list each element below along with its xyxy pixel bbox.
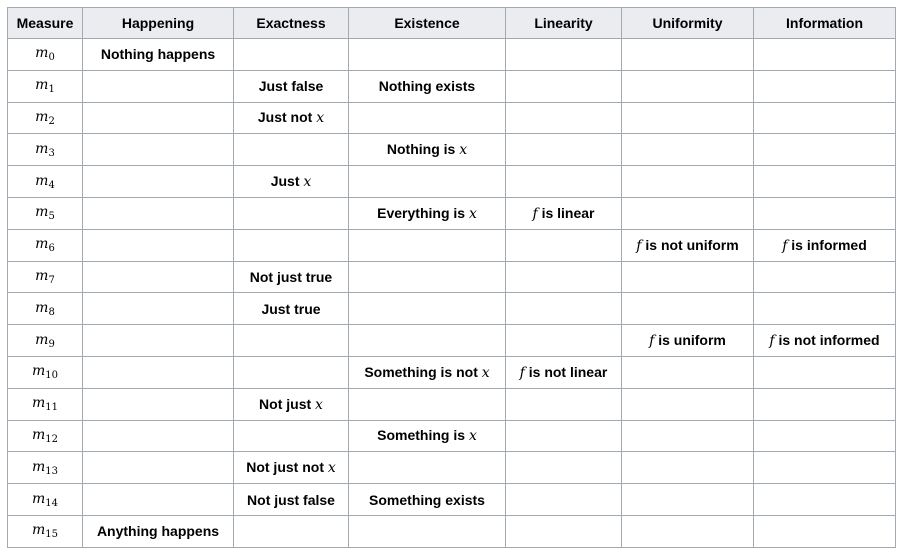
cell-information	[754, 515, 896, 547]
measure-symbol: m	[35, 108, 49, 125]
cell-happening	[83, 197, 234, 229]
measure-subscript: 14	[45, 497, 58, 509]
cell-existence: Something is not x	[349, 356, 506, 388]
table-row	[8, 515, 896, 547]
cell-linearity	[506, 388, 622, 420]
cell-linearity	[506, 166, 622, 198]
measures-table	[7, 7, 896, 548]
table-body	[8, 39, 896, 548]
measure-symbol: m	[31, 363, 46, 380]
cell-linearity: f is linear	[506, 197, 622, 229]
cell-happening	[83, 134, 234, 166]
cell-linearity	[506, 452, 622, 484]
cell-uniformity	[622, 356, 754, 388]
measure-symbol: m	[35, 267, 49, 284]
cell-exactness: Just false	[234, 70, 349, 102]
cell-existence	[349, 515, 506, 547]
cell-happening	[83, 70, 234, 102]
measure-cell	[8, 70, 83, 102]
measure-symbol: m	[35, 172, 49, 189]
measure-subscript: 9	[48, 338, 55, 350]
column-header-uniformity: Uniformity	[622, 8, 754, 39]
cell-existence: Something exists	[349, 484, 506, 516]
table-row	[8, 452, 896, 484]
cell-exactness: Not just not x	[234, 452, 349, 484]
cell-uniformity	[622, 293, 754, 325]
cell-linearity: f is not linear	[506, 356, 622, 388]
table-row	[8, 166, 896, 198]
cell-happening: Nothing happens	[83, 39, 234, 71]
measure-cell	[8, 261, 83, 293]
cell-existence	[349, 293, 506, 325]
measure-subscript: 4	[48, 179, 55, 191]
cell-linearity	[506, 102, 622, 134]
column-header-happening: Happening	[83, 8, 234, 39]
cell-uniformity	[622, 452, 754, 484]
measure-subscript: 12	[45, 433, 58, 445]
cell-linearity	[506, 229, 622, 261]
measure-symbol: m	[35, 236, 49, 253]
cell-existence	[349, 229, 506, 261]
cell-existence	[349, 325, 506, 357]
cell-exactness	[234, 229, 349, 261]
cell-happening	[83, 229, 234, 261]
measure-symbol: m	[35, 299, 49, 316]
cell-happening: Anything happens	[83, 515, 234, 547]
column-header-exactness: Exactness	[234, 8, 349, 39]
cell-existence	[349, 166, 506, 198]
cell-exactness	[234, 197, 349, 229]
cell-information	[754, 39, 896, 71]
table-row	[8, 102, 896, 134]
table-row	[8, 261, 896, 293]
table-row	[8, 484, 896, 516]
measure-cell	[8, 452, 83, 484]
cell-exactness	[234, 420, 349, 452]
cell-information	[754, 197, 896, 229]
table-row	[8, 293, 896, 325]
cell-happening	[83, 420, 234, 452]
cell-information	[754, 388, 896, 420]
measure-cell	[8, 325, 83, 357]
table-row	[8, 356, 896, 388]
cell-happening	[83, 452, 234, 484]
cell-exactness	[234, 39, 349, 71]
cell-linearity	[506, 261, 622, 293]
cell-uniformity	[622, 261, 754, 293]
measure-symbol: m	[31, 395, 46, 412]
cell-linearity	[506, 293, 622, 325]
column-header-measure: Measure	[8, 8, 83, 39]
cell-happening	[83, 166, 234, 198]
cell-uniformity	[622, 102, 754, 134]
measure-cell	[8, 356, 83, 388]
cell-existence: Nothing is x	[349, 134, 506, 166]
measure-symbol: m	[31, 522, 46, 539]
cell-linearity	[506, 39, 622, 71]
cell-linearity	[506, 420, 622, 452]
measure-symbol: m	[31, 426, 46, 443]
measure-subscript: 2	[48, 115, 55, 127]
cell-linearity	[506, 484, 622, 516]
measure-subscript: 5	[48, 211, 55, 223]
column-header-information: Information	[754, 8, 896, 39]
measure-symbol: m	[35, 77, 49, 94]
cell-existence: Something is x	[349, 420, 506, 452]
cell-uniformity	[622, 197, 754, 229]
cell-exactness: Not just false	[234, 484, 349, 516]
cell-existence: Nothing exists	[349, 70, 506, 102]
table-row	[8, 70, 896, 102]
cell-exactness	[234, 356, 349, 388]
measure-cell	[8, 388, 83, 420]
measure-subscript: 11	[45, 402, 58, 414]
measure-cell	[8, 420, 83, 452]
measure-symbol: m	[31, 490, 46, 507]
cell-information	[754, 166, 896, 198]
cell-information	[754, 261, 896, 293]
cell-existence	[349, 39, 506, 71]
measure-subscript: 10	[45, 370, 58, 382]
measure-cell	[8, 293, 83, 325]
measure-subscript: 15	[45, 529, 58, 541]
table-header	[8, 8, 896, 39]
cell-uniformity	[622, 484, 754, 516]
measure-subscript: 13	[45, 465, 58, 477]
cell-exactness: Just true	[234, 293, 349, 325]
cell-uniformity	[622, 388, 754, 420]
cell-information	[754, 293, 896, 325]
measure-subscript: 8	[48, 306, 55, 318]
cell-exactness	[234, 134, 349, 166]
cell-uniformity	[622, 166, 754, 198]
measure-subscript: 6	[48, 243, 55, 255]
cell-information	[754, 70, 896, 102]
measure-subscript: 3	[48, 147, 55, 159]
measure-symbol: m	[35, 45, 49, 62]
cell-information: f is informed	[754, 229, 896, 261]
measure-cell	[8, 197, 83, 229]
cell-information: f is not informed	[754, 325, 896, 357]
cell-happening	[83, 388, 234, 420]
column-header-existence: Existence	[349, 8, 506, 39]
measure-subscript: 1	[48, 84, 55, 96]
measure-cell	[8, 484, 83, 516]
cell-uniformity	[622, 39, 754, 71]
measure-cell	[8, 102, 83, 134]
cell-happening	[83, 261, 234, 293]
cell-exactness: Just not x	[234, 102, 349, 134]
column-header-linearity: Linearity	[506, 8, 622, 39]
cell-linearity	[506, 134, 622, 166]
table-row	[8, 388, 896, 420]
measure-cell	[8, 134, 83, 166]
cell-information	[754, 452, 896, 484]
cell-exactness	[234, 325, 349, 357]
cell-linearity	[506, 70, 622, 102]
cell-existence	[349, 388, 506, 420]
measure-symbol: m	[35, 140, 49, 157]
cell-happening	[83, 293, 234, 325]
cell-linearity	[506, 515, 622, 547]
measure-cell	[8, 39, 83, 71]
measure-cell	[8, 515, 83, 547]
cell-exactness: Just x	[234, 166, 349, 198]
cell-existence	[349, 452, 506, 484]
cell-information	[754, 420, 896, 452]
cell-linearity	[506, 325, 622, 357]
header-row	[8, 8, 896, 39]
cell-existence	[349, 102, 506, 134]
measure-subscript: 7	[48, 274, 55, 286]
cell-exactness: Not just x	[234, 388, 349, 420]
measure-symbol: m	[31, 458, 46, 475]
measure-symbol: m	[35, 204, 49, 221]
table-row	[8, 229, 896, 261]
cell-information	[754, 484, 896, 516]
cell-existence	[349, 261, 506, 293]
cell-exactness	[234, 515, 349, 547]
table-row	[8, 197, 896, 229]
table-row	[8, 325, 896, 357]
cell-uniformity: f is not uniform	[622, 229, 754, 261]
cell-information	[754, 356, 896, 388]
table-row	[8, 420, 896, 452]
cell-happening	[83, 102, 234, 134]
cell-happening	[83, 356, 234, 388]
measure-subscript: 0	[48, 52, 55, 64]
cell-uniformity: f is uniform	[622, 325, 754, 357]
measure-symbol: m	[35, 331, 49, 348]
cell-uniformity	[622, 134, 754, 166]
cell-happening	[83, 325, 234, 357]
cell-information	[754, 102, 896, 134]
cell-exactness: Not just true	[234, 261, 349, 293]
table-row	[8, 134, 896, 166]
cell-uniformity	[622, 515, 754, 547]
table-row	[8, 39, 896, 71]
cell-existence: Everything is x	[349, 197, 506, 229]
cell-uniformity	[622, 70, 754, 102]
measure-cell	[8, 229, 83, 261]
cell-uniformity	[622, 420, 754, 452]
cell-information	[754, 134, 896, 166]
measure-cell	[8, 166, 83, 198]
cell-happening	[83, 484, 234, 516]
